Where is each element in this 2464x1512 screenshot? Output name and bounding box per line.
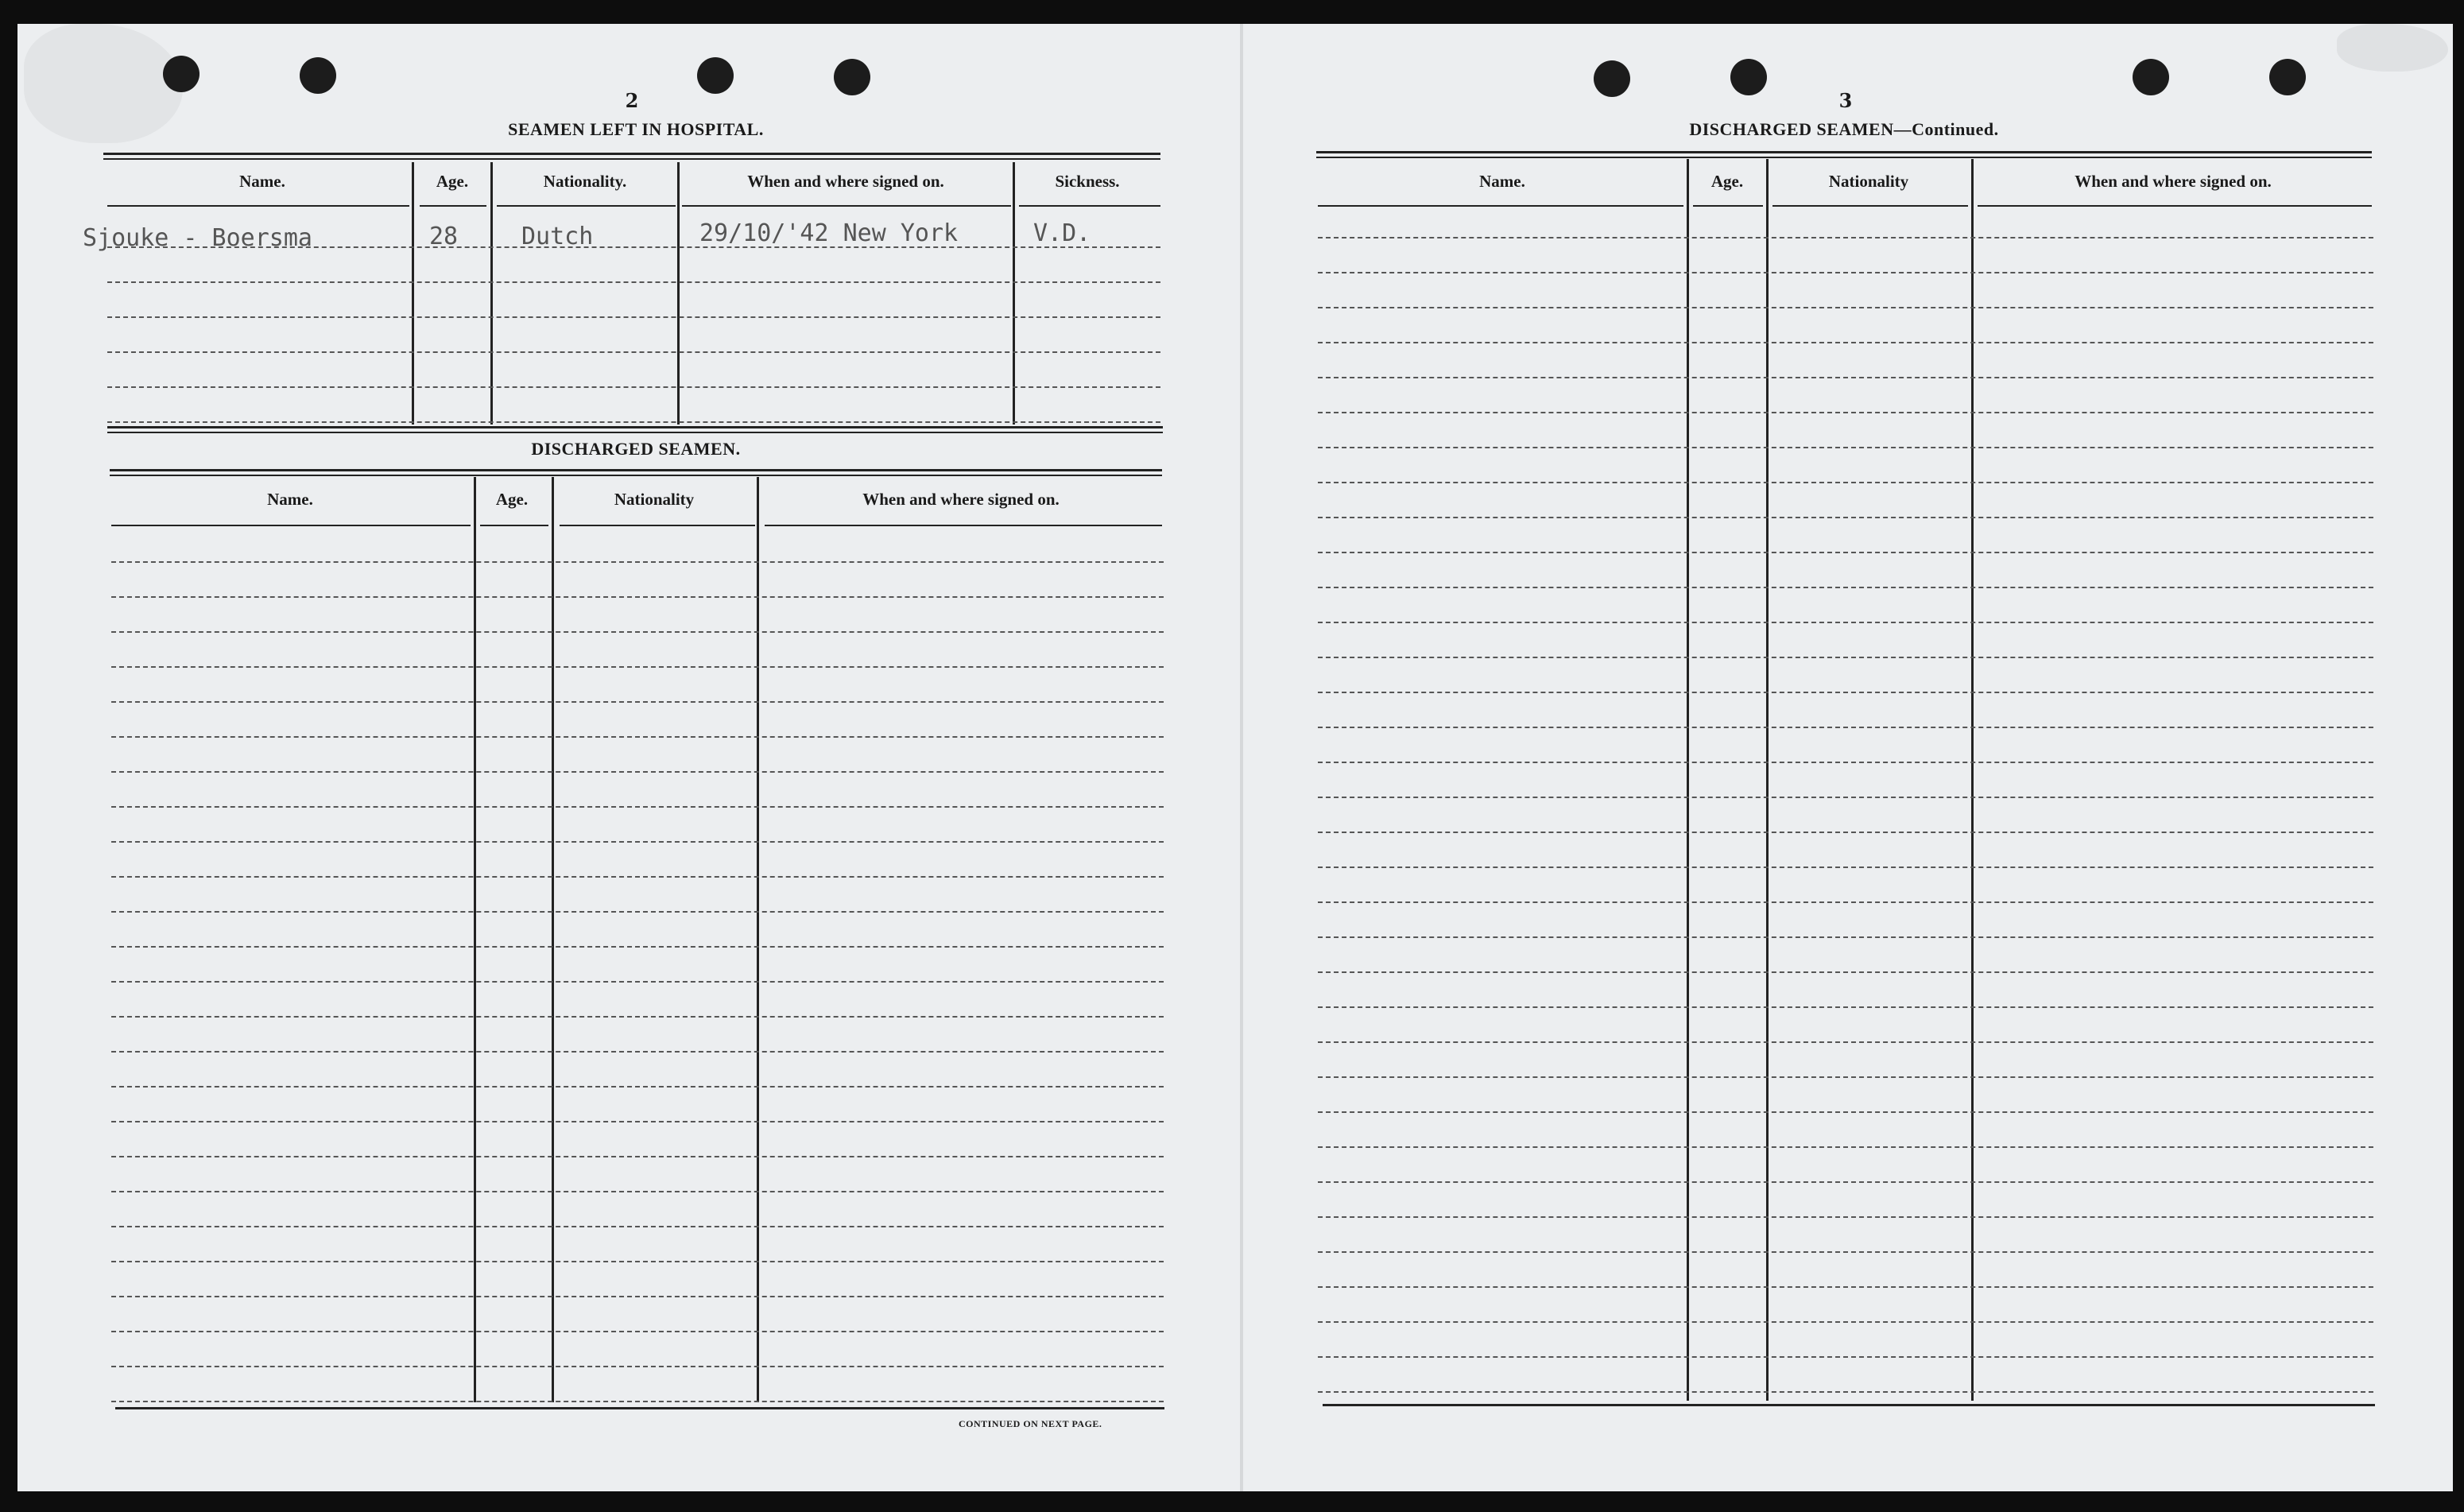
ruled-line: [1318, 272, 2373, 273]
right-header-underline: [1318, 205, 1683, 207]
ruled-line: [111, 1086, 1164, 1087]
ruled-line: [111, 1156, 1164, 1157]
discharged-header-age: Age.: [495, 490, 529, 509]
discharged-col-divider: [757, 477, 759, 1402]
ruled-line: [1318, 762, 2373, 763]
hospital-entry-nationality: Dutch: [521, 223, 594, 250]
discharged-header-name: Name.: [267, 490, 313, 509]
ruled-line: [111, 946, 1164, 948]
discharged-header-underline: [560, 525, 755, 526]
discharged-col-divider: [552, 477, 554, 1402]
binder-hole: [1594, 60, 1630, 97]
ruled-line: [111, 1261, 1164, 1262]
binder-hole: [1730, 59, 1767, 95]
hospital-col-divider: [677, 162, 680, 425]
ruled-line: [1318, 657, 2373, 658]
right-top-rule: [1316, 151, 2372, 153]
ruled-line: [1318, 1321, 2373, 1323]
ruled-line: [1318, 447, 2373, 448]
ruled-line: [1318, 517, 2373, 518]
discharged-header-signed-on: When and where signed on.: [862, 490, 1060, 509]
hospital-section-title: SEAMEN LEFT IN HOSPITAL.: [508, 119, 764, 139]
binder-hole: [2133, 59, 2169, 95]
ruled-line: [1318, 587, 2373, 588]
ruled-line: [1318, 1356, 2373, 1358]
ruled-line: [111, 841, 1164, 843]
hospital-entry-age: 28: [429, 223, 459, 250]
ruled-line: [1318, 832, 2373, 833]
ruled-line: [1318, 1391, 2373, 1393]
ruled-line: [1318, 377, 2373, 378]
discharged-top-rule: [110, 469, 1162, 471]
binder-hole: [163, 56, 200, 92]
ruled-line: [111, 1121, 1164, 1122]
ruled-line: [1318, 622, 2373, 623]
ruled-line: [1318, 412, 2373, 413]
hospital-col-divider: [490, 162, 493, 425]
right-col-divider: [1766, 159, 1769, 1401]
ruled-line: [1318, 1216, 2373, 1218]
ruled-line: [1318, 482, 2373, 483]
hospital-header-age: Age.: [436, 172, 469, 191]
ruled-line: [107, 281, 1160, 283]
ruled-line: [1318, 936, 2373, 938]
right-header-underline: [1772, 205, 1968, 207]
right-col-divider: [1971, 159, 1974, 1401]
ruled-line: [107, 386, 1160, 388]
continued-note: CONTINUED ON NEXT PAGE.: [959, 1418, 1102, 1429]
right-bottom-rule: [1323, 1404, 2375, 1406]
discharged-col-divider: [474, 477, 476, 1402]
right-header-nationality: Nationality: [1828, 172, 1909, 191]
binder-hole: [834, 59, 870, 95]
ruled-line: [1318, 901, 2373, 903]
ruled-line: [111, 631, 1164, 633]
hospital-entry-sickness: V.D.: [1033, 219, 1091, 247]
hospital-col-divider: [1013, 162, 1015, 425]
hospital-header-sickness: Sickness.: [1055, 172, 1120, 191]
ruled-line: [107, 351, 1160, 353]
ruled-line: [111, 736, 1164, 738]
ruled-line: [111, 1051, 1164, 1053]
right-header-underline: [1978, 205, 2372, 207]
ruled-line: [1318, 1251, 2373, 1253]
ruled-line: [1318, 866, 2373, 868]
ruled-line: [111, 1366, 1164, 1367]
page-spine: [1240, 24, 1243, 1491]
ruled-line: [1318, 237, 2373, 238]
ruled-line: [1318, 797, 2373, 798]
discharged-section-title: DISCHARGED SEAMEN.: [531, 439, 741, 459]
discharged-header-nationality: Nationality: [614, 490, 695, 509]
discharged-top-rule-2: [110, 475, 1162, 476]
hospital-header-nationality: Nationality.: [543, 172, 627, 191]
ruled-line: [1318, 342, 2373, 343]
ruled-line: [1318, 1111, 2373, 1113]
discharged-header-underline: [480, 525, 548, 526]
ruled-line: [111, 1226, 1164, 1227]
hospital-top-rule: [103, 153, 1160, 155]
hospital-bottom-rule: [107, 426, 1163, 428]
ruled-line: [111, 1191, 1164, 1192]
hospital-header-underline: [420, 205, 486, 207]
right-header-age: Age.: [1710, 172, 1744, 191]
ruled-line: [111, 981, 1164, 983]
ruled-line: [111, 1016, 1164, 1018]
ruled-line: [111, 701, 1164, 703]
ruled-line: [1318, 1076, 2373, 1078]
discharged-bottom-rule: [115, 1407, 1164, 1409]
hospital-top-rule-2: [103, 158, 1160, 160]
ruled-line: [111, 876, 1164, 878]
ruled-line: [107, 421, 1160, 423]
hospital-entry-name: Sjouke - Boersma: [83, 224, 312, 252]
ruled-line: [111, 1401, 1164, 1402]
ruled-line: [111, 666, 1164, 668]
hospital-bottom-rule-2: [107, 432, 1163, 433]
right-header-signed-on: When and where signed on.: [2075, 172, 2272, 191]
right-page: [1238, 24, 2453, 1491]
right-header-name: Name.: [1479, 172, 1525, 191]
ruled-line: [1318, 552, 2373, 553]
ruled-line: [107, 316, 1160, 318]
ruled-line: [1318, 692, 2373, 693]
ruled-line: [1318, 307, 2373, 308]
discharged-header-underline: [765, 525, 1162, 526]
ruled-line: [1318, 1006, 2373, 1008]
right-col-divider: [1687, 159, 1689, 1401]
hospital-header-signed-on: When and where signed on.: [747, 172, 944, 191]
ruled-line: [111, 1331, 1164, 1332]
ruled-line: [1318, 727, 2373, 728]
ruled-line: [111, 911, 1164, 913]
ruled-line: [111, 561, 1164, 563]
ruled-line: [1318, 971, 2373, 973]
continued-section-title: DISCHARGED SEAMEN—Continued.: [1689, 119, 1999, 139]
ruled-line: [111, 771, 1164, 773]
right-top-rule-2: [1316, 157, 2372, 158]
hospital-header-underline: [1019, 205, 1160, 207]
ruled-line: [1318, 1286, 2373, 1288]
right-header-underline: [1693, 205, 1763, 207]
ruled-line: [1318, 1041, 2373, 1043]
ruled-line: [1318, 1181, 2373, 1183]
hospital-header-underline: [682, 205, 1011, 207]
ruled-line: [111, 596, 1164, 598]
hospital-header-underline: [107, 205, 409, 207]
binder-hole: [2269, 59, 2306, 95]
ruled-line: [1318, 1146, 2373, 1148]
page-number: 2: [625, 89, 639, 112]
ruled-line: [111, 1296, 1164, 1297]
discharged-header-underline: [111, 525, 471, 526]
hospital-header-underline: [497, 205, 676, 207]
hospital-header-name: Name.: [239, 172, 285, 191]
page-number: 3: [1838, 89, 1853, 112]
hospital-entry-signed-on: 29/10/'42 New York: [699, 219, 959, 247]
ruled-line: [111, 806, 1164, 808]
hospital-col-divider: [412, 162, 414, 425]
binder-hole: [300, 57, 336, 94]
binder-hole: [697, 57, 734, 94]
